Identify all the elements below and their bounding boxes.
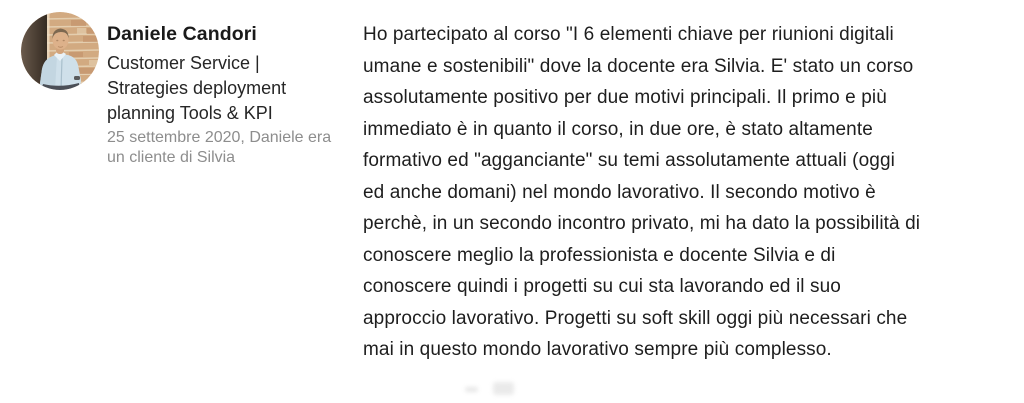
recommendation-meta-line: un cliente di Silvia [107, 149, 236, 166]
recommendation-text-line: formativo ed "agganciante" su temi assolutamente attuali (oggi [363, 150, 895, 171]
reviewer-headline [107, 51, 365, 126]
cropped-next-row-artifact [465, 387, 478, 392]
recommendation-text-line: immediato è in quanto il corso, in due ore, è stato altamente [363, 118, 873, 140]
reviewer-name[interactable]: Daniele Candori [107, 23, 257, 45]
recommendation-text-line: assolutamente positivo per due motivi principali. Il primo e più [363, 87, 887, 108]
cropped-next-row-artifact [493, 382, 514, 395]
recommendation-text-line: Ho partecipato al corso "I 6 elementi chiave per riunioni digitali [363, 24, 894, 45]
reviewer-headline-line: Strategies deployment [107, 78, 287, 98]
recommendation-text-line: ed anche domani) nel mondo lavorativo. Il secondo motivo è [363, 181, 876, 203]
reviewer-info [107, 21, 365, 168]
recommendation-meta-line: 25 settembre 2020, Daniele era [107, 129, 332, 146]
avatar-photo [21, 12, 99, 90]
recommendation-text-line: mai in questo mondo lavorativo sempre più complesso. [363, 339, 832, 360]
reviewer-headline-line: Customer Service | [107, 53, 260, 73]
recommendation-date-relationship [107, 128, 365, 168]
recommendation-text-line: approccio lavorativo. Progetti su soft skill oggi più necessari che [363, 307, 908, 329]
reviewer-headline-line: planning Tools & KPI [107, 103, 273, 123]
recommendation-text [363, 19, 1018, 366]
recommendation-text-line: perchè, in un secondo incontro privato, mi ha dato la possibilità di [363, 213, 921, 234]
recommendation-text-line: conoscere quindi i progetti su cui sta lavorando ed il suo [363, 276, 841, 297]
recommendation-text-line: umane e sostenibili" dove la docente era Silvia. E' stato un corso [363, 55, 914, 77]
reviewer-avatar[interactable] [21, 12, 99, 90]
recommendation-text-line: conoscere meglio la professionista e docente Silvia e di [363, 244, 836, 266]
